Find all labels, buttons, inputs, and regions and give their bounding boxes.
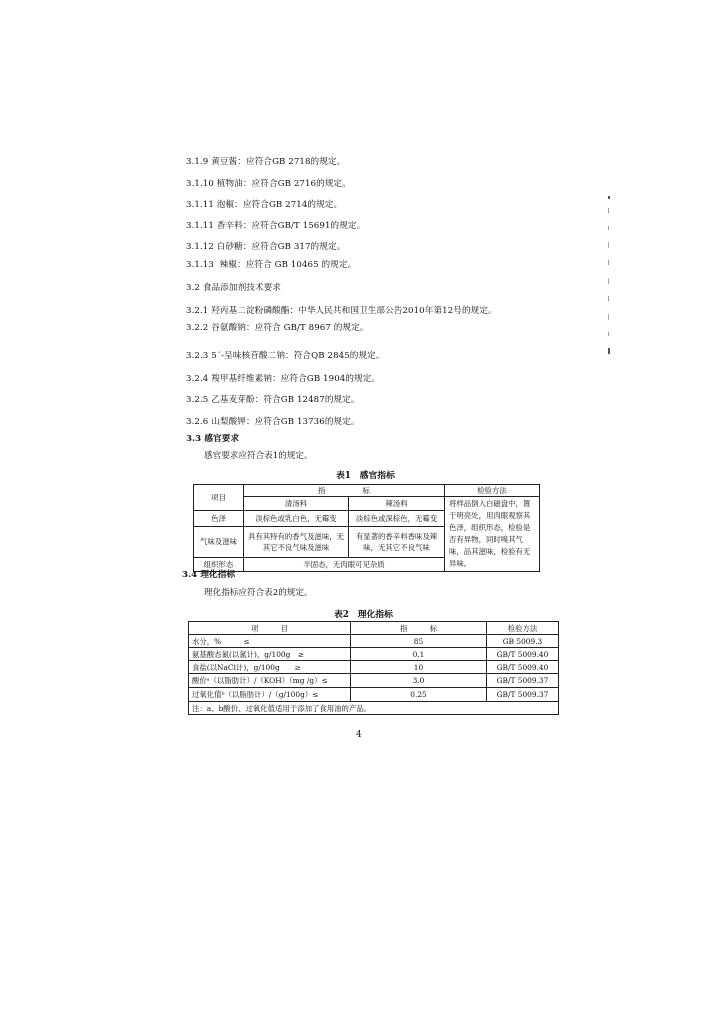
t1-method-text: 将样品倒入白磁盘中，置于明亮处，用肉眼观察其色泽，组织形态，检验是否有异物，同时嗅其气味，品其滋味，检验有无异味。 xyxy=(445,497,540,572)
t2-row-salt-method: GB/T 5009.40 xyxy=(487,661,559,674)
t1-row-color-spicy: 淡棕色或深棕色，无霉变 xyxy=(349,511,445,526)
t2-row-amino-item: 氨基酸态氮(以氮计)，g/100g ≥ xyxy=(189,648,351,661)
t1-row-texture-item: 组织形态 xyxy=(194,557,244,571)
t1-row-flavor-spicy: 有显著的香辛料香味及辣味，无其它不良气味 xyxy=(349,526,445,557)
t2-row-peroxide-method: GB/T 5009.37 xyxy=(487,688,559,702)
t2-row-salt-value: 10 xyxy=(351,661,487,674)
t2-row-amino-method: GB/T 5009.40 xyxy=(487,648,559,661)
section-3-3-intro: 感官要求应符合表1的规定。 xyxy=(204,451,313,461)
section-3-3-heading: 3.3 感官要求 xyxy=(186,434,240,444)
clause-3-1-12: 3.1.12 白砂糖：应符合GB 317的规定。 xyxy=(186,242,346,252)
t2-row-amino-value: 0.1 xyxy=(351,648,487,661)
table-row xyxy=(189,702,559,715)
t2-row-acid-value: 3.0 xyxy=(351,674,487,688)
table-row xyxy=(189,648,559,661)
t1-row-flavor-item: 气味及滋味 xyxy=(194,526,244,557)
t1-header-item: 项目 xyxy=(194,485,244,511)
page-number: 4 xyxy=(356,730,362,740)
clause-3-2-4: 3.2.4 羧甲基纤维素钠：应符合GB 1904的规定。 xyxy=(186,374,381,384)
clause-3-2-5: 3.2.5 乙基麦芽酚：符合GB 12487的规定。 xyxy=(186,395,360,405)
physicochemical-table xyxy=(188,621,559,715)
clause-3-1-13: 3.1.13 辣椒：应符合 GB 10465 的规定。 xyxy=(186,260,357,270)
clause-3-2-3: 3.2.3 5ˊ-呈味核苷酸二钠：符合QB 2845的规定。 xyxy=(186,351,385,361)
t1-sub-clear-broth: 清汤料 xyxy=(244,497,349,511)
t1-header-index: 指 标 xyxy=(244,485,445,497)
clause-3-1-10: 3.1.10 植物油：应符合GB 2716的规定。 xyxy=(186,179,351,189)
t1-sub-spicy-broth: 辣汤料 xyxy=(349,497,445,511)
table-row xyxy=(189,674,559,688)
t1-row-color-item: 色泽 xyxy=(194,511,244,526)
clause-3-1-11-pickled-pepper: 3.1.11 泡椒：应符合GB 2714的规定。 xyxy=(186,200,343,210)
t2-row-acid-item: 酸价ᵃ（以脂肪计）/（KOH）（mg /g）≤ xyxy=(189,674,351,688)
table1-caption: 表1 感官指标 xyxy=(336,471,395,481)
table-row xyxy=(189,661,559,674)
clause-3-2-2: 3.2.2 谷氨酸钠：应符合 GB/T 8967 的规定。 xyxy=(186,323,369,333)
sensory-table xyxy=(193,484,540,572)
section-3-4-intro: 理化指标应符合表2的规定。 xyxy=(204,588,313,598)
t2-row-salt-item: 食盐(以NaCl计)，g/100g ≥ xyxy=(189,661,351,674)
clause-3-2-1: 3.2.1 羟丙基二淀粉磷酸酯：中华人民共和国卫生部公告2010年第12号的规定。 xyxy=(186,306,497,316)
t2-header-item: 项 目 xyxy=(189,622,351,635)
t1-row-flavor-clear: 具有其特有的香气及滋味，无其它不良气味及滋味 xyxy=(244,526,349,557)
t2-row-acid-method: GB/T 5009.37 xyxy=(487,674,559,688)
table-row xyxy=(189,635,559,648)
scan-edge-marks xyxy=(604,196,616,356)
t2-row-peroxide-value: 0.25 xyxy=(351,688,487,702)
t2-row-moisture-value: 85 xyxy=(351,635,487,648)
section-3-2-heading: 3.2 食品添加剂技术要求 xyxy=(186,283,282,293)
table-row xyxy=(189,688,559,702)
t1-row-color-clear: 淡棕色或乳白色，无霉变 xyxy=(244,511,349,526)
t2-header-index: 指 标 xyxy=(351,622,487,635)
t2-row-moisture-item: 水分，% ≤ xyxy=(189,635,351,648)
section-3-4-heading: 3.4 理化指标 xyxy=(182,570,236,580)
t2-note: 注：a、b酸价、过氧化值适用于添加了食用油的产品。 xyxy=(189,702,559,715)
clause-3-1-9: 3.1.9 黄豆酱：应符合GB 2718的规定。 xyxy=(186,157,346,167)
t2-header-method: 检验方法 xyxy=(487,622,559,635)
t2-row-peroxide-item: 过氧化值ᵇ（以脂肪计）/（g/100g）≤ xyxy=(189,688,351,702)
clause-3-1-11-spices: 3.1.11 香辛料：应符合GB/T 15691的规定。 xyxy=(186,221,366,231)
t1-header-method: 检验方法 xyxy=(445,485,540,497)
t1-row-texture-value: 半固态，无肉眼可见杂质 xyxy=(244,557,445,571)
table2-caption: 表2 理化指标 xyxy=(334,610,393,620)
clause-3-2-6: 3.2.6 山梨酸钾：应符合GB 13736的规定。 xyxy=(186,417,360,427)
t2-row-moisture-method: GB 5009.3 xyxy=(487,635,559,648)
